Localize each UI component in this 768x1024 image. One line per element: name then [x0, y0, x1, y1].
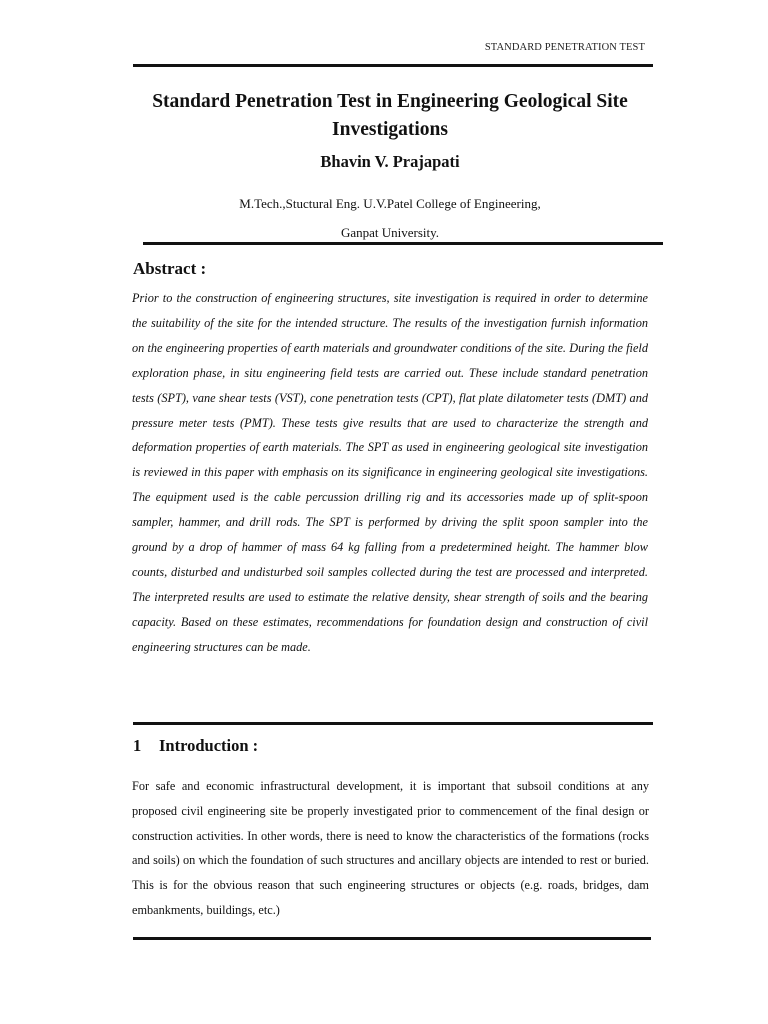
section-number: 1	[133, 736, 142, 755]
author-name: Bhavin V. Prajapati	[320, 152, 460, 171]
abstract-body: Prior to the construction of engineering structures, site investigation is required in order to determine the suitability of the site for the intended structure. The results of the investigation furnish information on the engineering properties of earth materials and groundwater conditions of the site. During the field exploration phase, in situ engineering field tests are carried out. These include standard penetration tests (SPT), vane shear tests (VST), cone penetration tests (CPT), flat plate dilatometer tests (DMT) and pressure meter tests (PMT). These tests give results that are used to characterize the strength and deformation properties of earth materials. The SPT as used in engineering geological site investigation is reviewed in this paper with emphasis on its significance in engineering geological site investigations. The equipment used is the cable percussion drilling rig and its accessories made up of split-spoon sampler, hammer, and drill rods. The SPT is performed by driving the split spoon sampler into the ground by a drop of hammer of mass 64 kg falling from a predetermined height. The hammer blow counts, disturbed and undisturbed soil samples collected during the test are processed and interpreted. The interpreted results are used to estimate the relative density, shear strength of soils and the bearing capacity. Based on these estimates, recommendations for foundation design and construction of civil engineering structures can be made.	[132, 291, 648, 654]
abstract-heading: Abstract :	[133, 259, 207, 278]
introduction-body: For safe and economic infrastructural development, it is important that subsoil conditions at any proposed civil engineering site be properly investigated prior to commencement of the final design or construction activities. In other words, there is need to know the characteristics of the formations (rocks and soils) on which the foundation of such structures and ancillary objects are intended to rest or buried. This is for the obvious reason that such engineering structures or objects (e.g. roads, bridges, dam embankments, buildings, etc.)	[132, 779, 649, 917]
affiliation-line-1: M.Tech.,Stuctural Eng. U.V.Patel College of Engineering,	[239, 196, 541, 211]
affiliation-line-2: Ganpat University.	[340, 225, 440, 240]
running-head: STANDARD PENETRATION TEST	[484, 42, 645, 53]
affiliation-rule	[143, 242, 663, 245]
introduction-heading	[133, 736, 258, 756]
section-title: Introduction :	[159, 736, 259, 755]
top-rule	[133, 64, 653, 67]
paper-title: Standard Penetration Test in Engineering Geological Site Investigations	[152, 91, 628, 140]
affiliation	[120, 189, 660, 247]
abstract-rule	[133, 722, 653, 725]
bottom-rule	[133, 937, 651, 940]
